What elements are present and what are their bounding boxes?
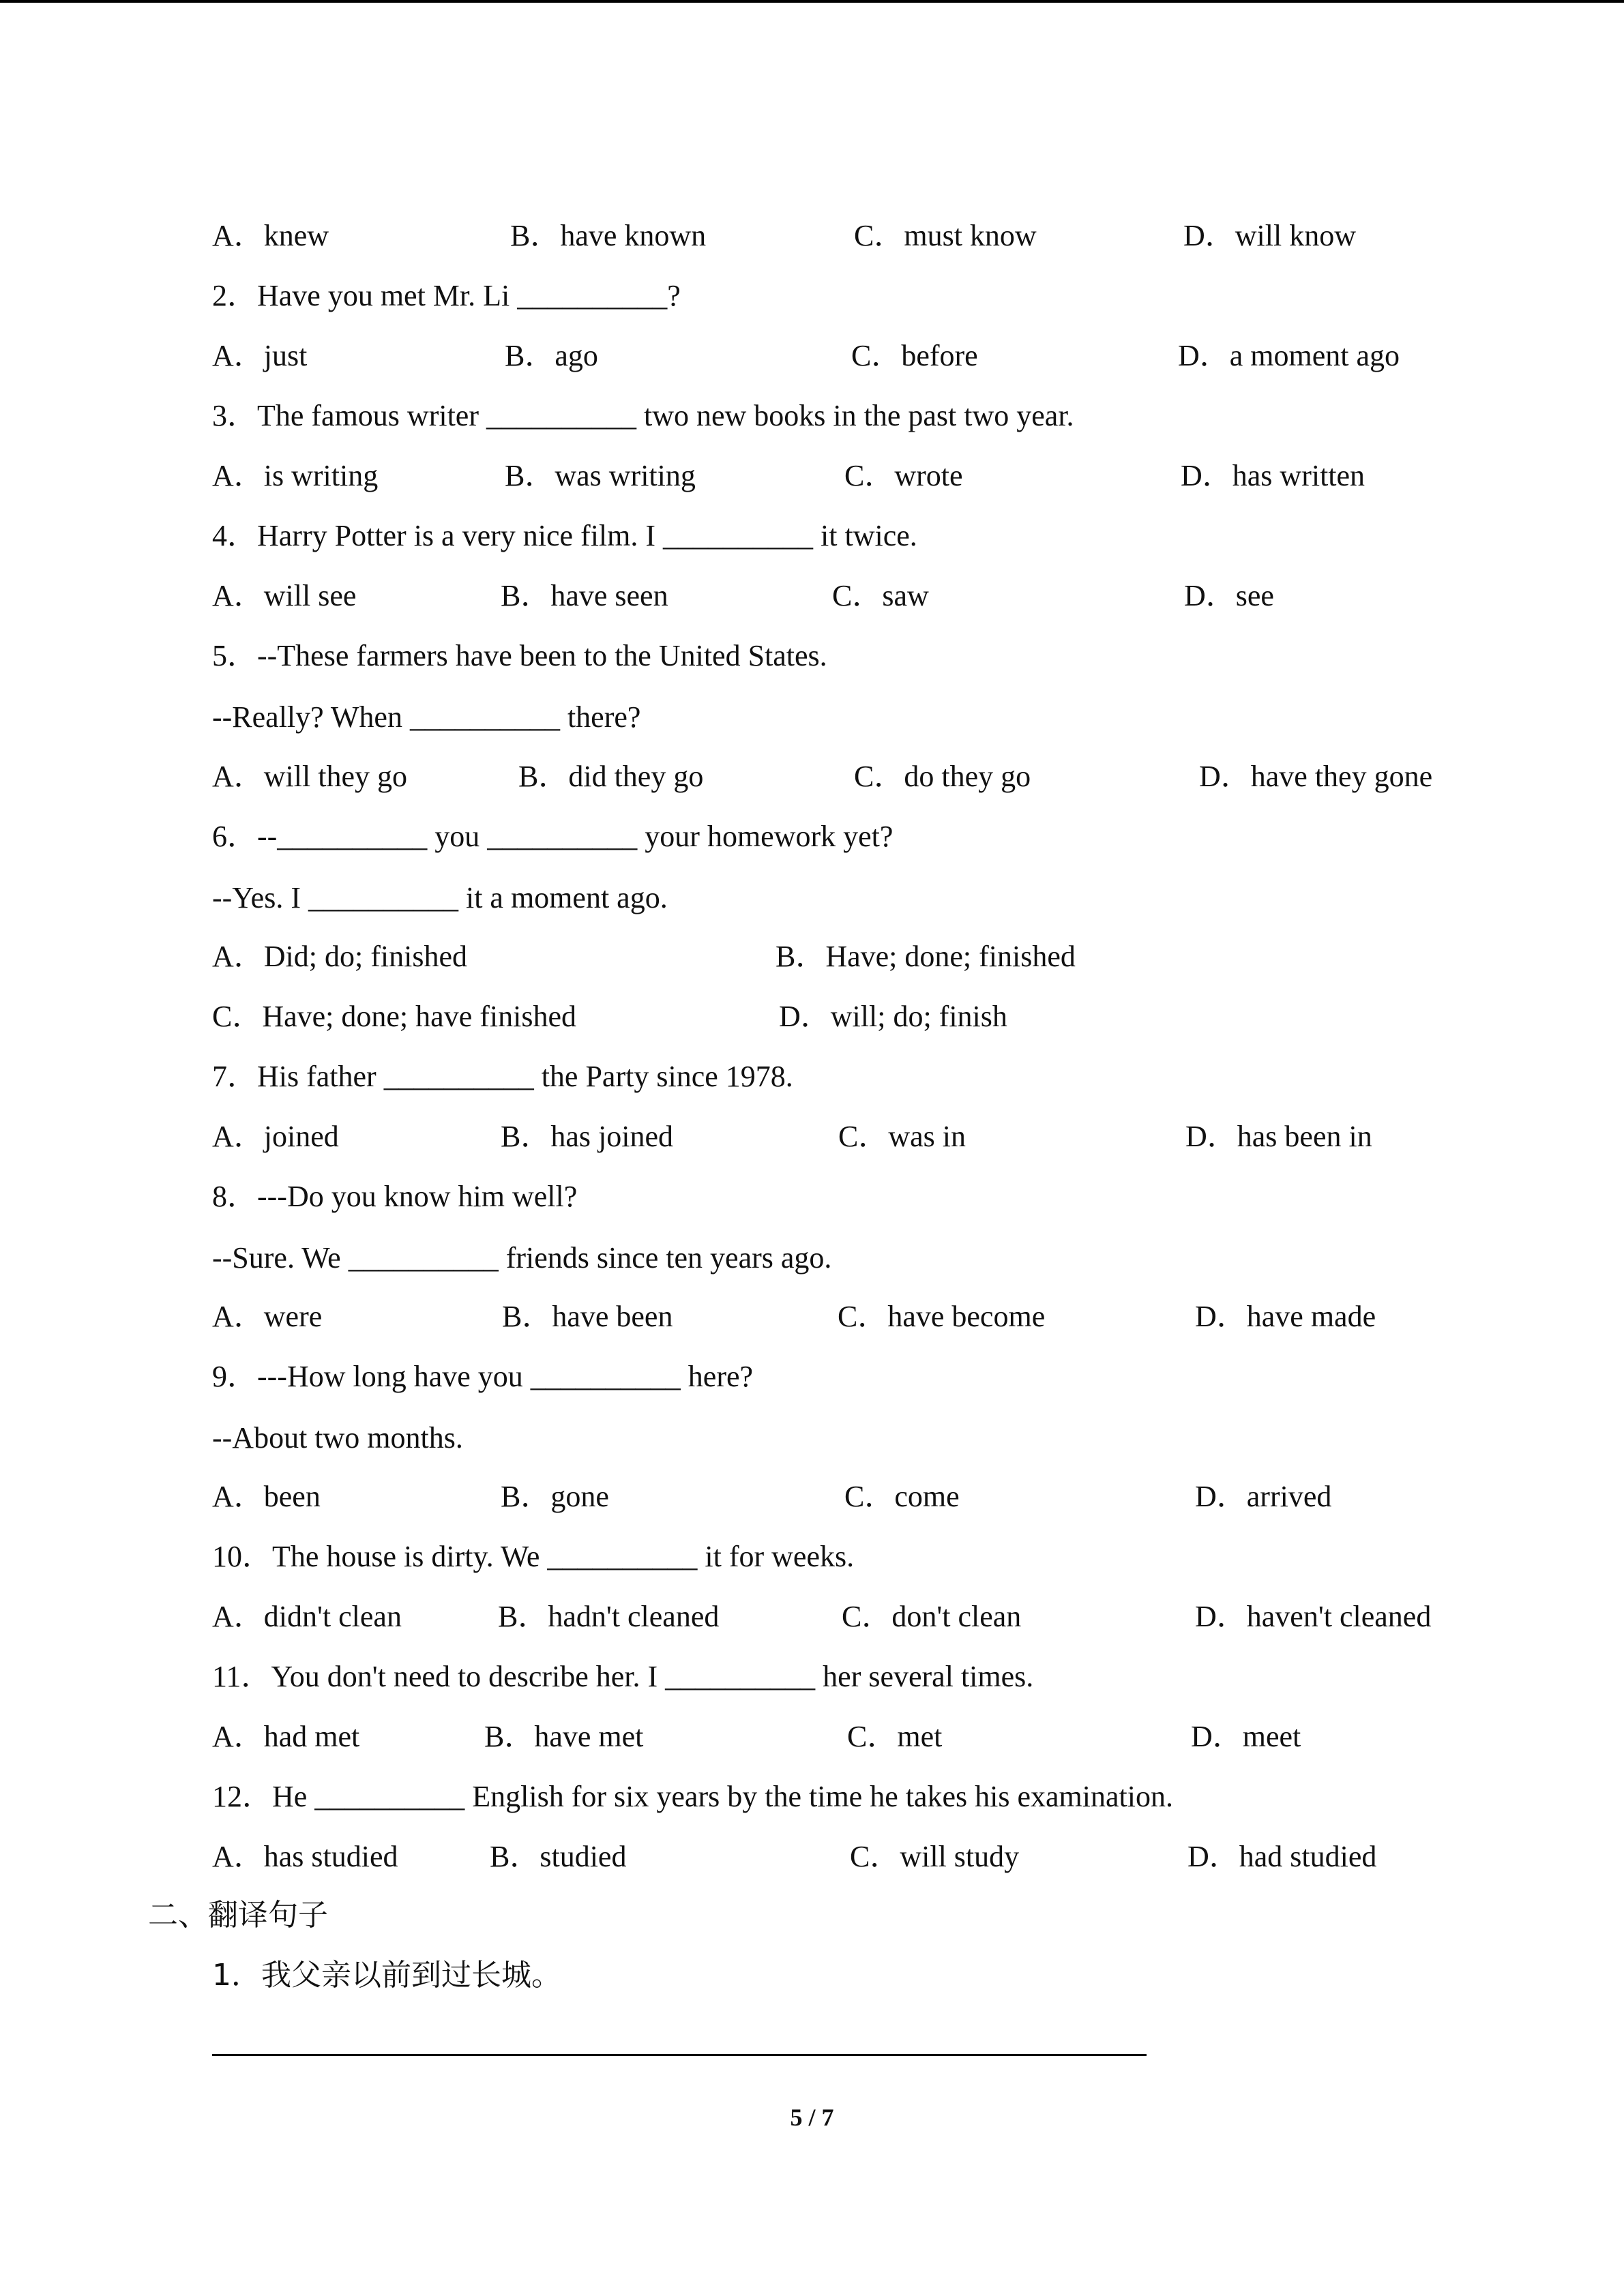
q7-options [212,1118,1508,1156]
q9-options [212,1478,1508,1516]
q12-options [212,1838,1508,1876]
q5-options [212,758,1508,796]
option-a: A．knew [212,219,329,252]
option-a: A．were [212,1300,323,1333]
option-a: A．has studied [212,1840,398,1873]
q6-options-row2 [212,998,1508,1036]
q11-options [212,1718,1508,1756]
option-a: A．is writing [212,459,379,492]
question-8-reply: --Sure. We __________ friends since ten years ago. [212,1241,832,1274]
option-c: C．do they go [854,760,1031,793]
option-d: D．have made [1195,1300,1376,1333]
option-d: D．a moment ago [1178,339,1400,372]
option-d: D．will know [1183,219,1356,252]
option-b: B．have been [502,1300,673,1333]
option-d: D．meet [1191,1720,1301,1753]
option-d: D．see [1184,579,1274,612]
option-c: C．will study [850,1840,1020,1873]
q8-options [212,1298,1508,1336]
option-c: C．Have; done; have finished [212,1000,576,1033]
question-3: 3．The famous writer __________ two new books in the past two year. [212,399,1074,432]
option-d: D．has written [1181,459,1365,492]
option-c: C．was in [838,1120,966,1153]
q2-options [212,337,1508,375]
option-c: C．before [851,339,978,372]
option-d: D．had studied [1187,1840,1377,1873]
option-b: B．gone [501,1480,609,1513]
option-c: C．have become [838,1300,1046,1333]
option-a: A．didn't clean [212,1600,402,1633]
question-6-reply: --Yes. I __________ it a moment ago. [212,881,668,914]
option-b: B．was writing [505,459,696,492]
question-10: 10．The house is dirty. We __________ it for weeks. [212,1540,855,1573]
option-a: A．will see [212,579,357,612]
option-b: B．have known [510,219,707,252]
option-a: A．will they go [212,760,407,793]
option-c: C．saw [832,579,929,612]
option-b: B．Have; done; finished [776,940,1076,973]
option-a: A．Did; do; finished [212,940,467,973]
q1-options [212,217,1508,255]
question-7: 7．His father __________ the Party since 1978. [212,1060,793,1093]
option-a: A．had met [212,1720,360,1753]
option-c: C．wrote [844,459,963,492]
option-b: B．has joined [501,1120,673,1153]
q3-options [212,457,1508,495]
translation-question-1: 1．我父亲以前到过长城。 [212,1958,561,1993]
q10-options [212,1598,1508,1636]
question-5: 5．--These farmers have been to the United States. [212,639,827,672]
question-9: 9．---How long have you __________ here? [212,1360,754,1393]
answer-blank-line [212,2054,1147,2056]
option-a: A．been [212,1480,321,1513]
question-12: 12．He __________ English for six years by the time he takes his examination. [212,1780,1173,1813]
option-c: C．met [847,1720,943,1753]
question-4: 4．Harry Potter is a very nice film. I __________ it twice. [212,519,917,552]
question-6: 6．--__________ you __________ your homework yet? [212,820,894,853]
option-d: D．arrived [1195,1480,1332,1513]
option-c: C．must know [854,219,1037,252]
question-9-reply: --About two months. [212,1421,463,1455]
option-d: D．haven't cleaned [1195,1600,1432,1633]
question-2: 2．Have you met Mr. Li __________? [212,279,681,312]
question-5-reply: --Really? When __________ there? [212,700,641,734]
option-d: D．have they gone [1199,760,1433,793]
option-b: B．have met [484,1720,644,1753]
option-b: B．studied [490,1840,627,1873]
option-c: C．come [844,1480,960,1513]
option-a: A．just [212,339,308,372]
question-11: 11．You don't need to describe her. I __________ her several times. [212,1660,1034,1693]
question-8: 8．---Do you know him well? [212,1180,578,1213]
q4-options [212,577,1508,615]
option-b: B．ago [505,339,598,372]
section-heading-translation: 二、翻译句子 [148,1898,328,1933]
option-c: C．don't clean [842,1600,1022,1633]
page-number: 5 / 7 [790,2104,834,2131]
q6-options-row1 [212,938,1508,976]
option-b: B．hadn't cleaned [498,1600,720,1633]
option-a: A．joined [212,1120,339,1153]
option-d: D．has been in [1185,1120,1372,1153]
option-b: B．have seen [501,579,668,612]
option-b: B．did they go [518,760,704,793]
option-d: D．will; do; finish [779,1000,1007,1033]
